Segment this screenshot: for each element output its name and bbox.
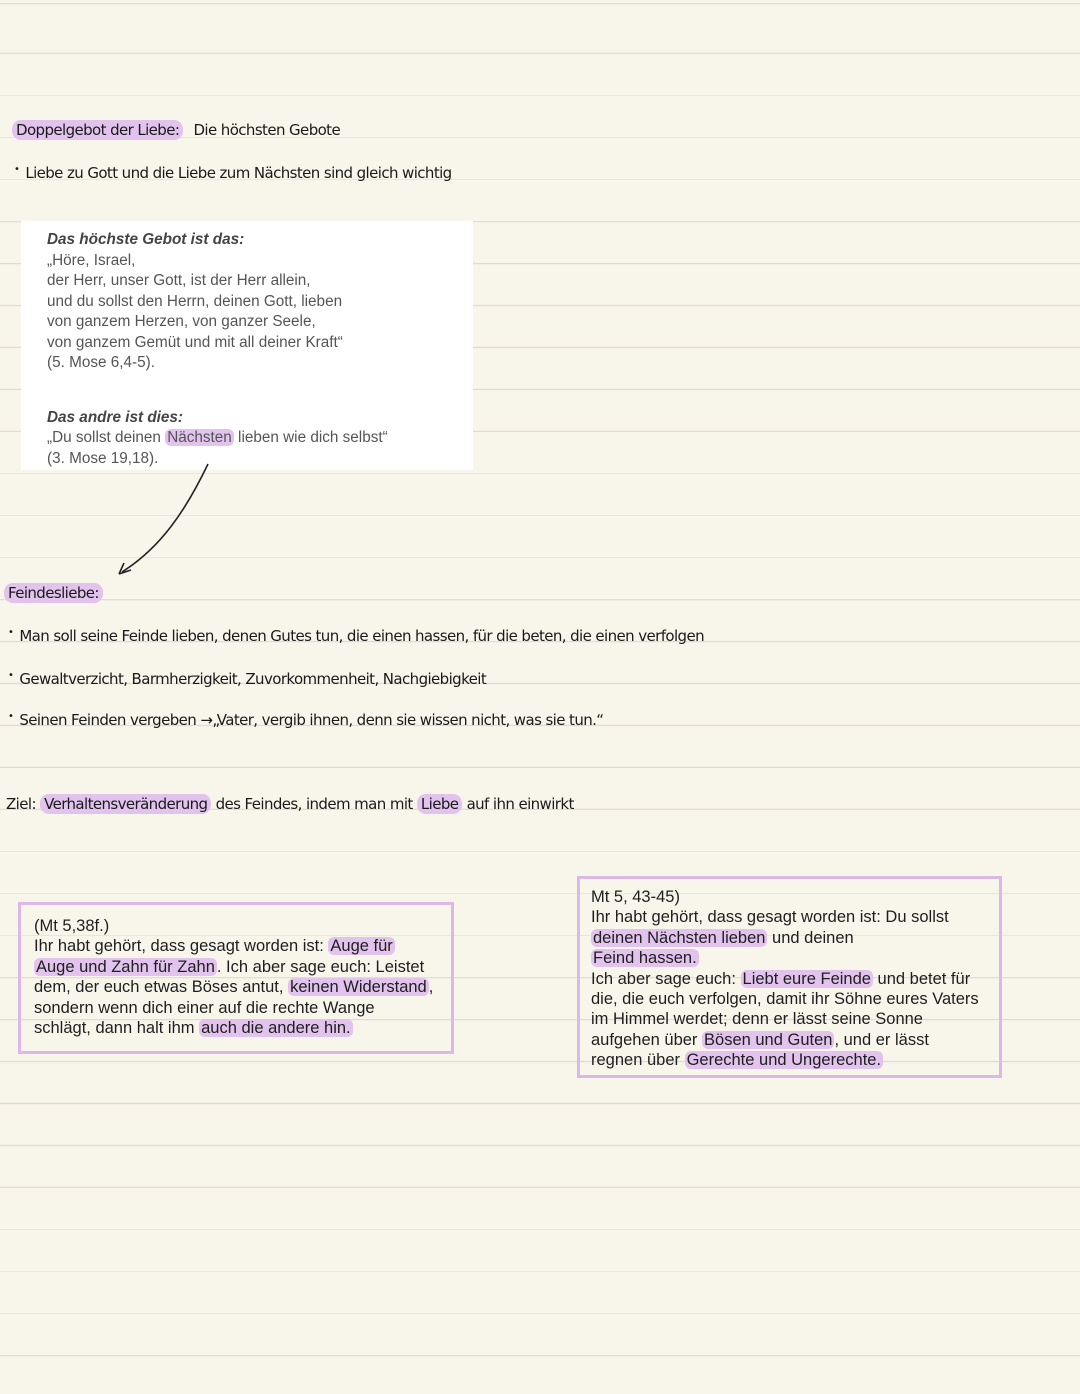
box-line	[591, 969, 999, 989]
box-line: im Himmel werdet; denn er lässt seine Sonne	[591, 1010, 923, 1029]
box-line	[34, 957, 451, 977]
box-text: schlägt, dann halt ihm	[34, 1019, 200, 1038]
box-reference: (Mt 5,38f.)	[34, 917, 110, 935]
highlight-text: auch die andere hin.	[201, 1019, 351, 1038]
highlight-text: Liebt eure Feinde	[742, 969, 871, 988]
highlight-text: Bösen und Guten	[704, 1030, 833, 1049]
bullet-dot: •	[8, 711, 14, 722]
box-text: dem, der euch etwas Böses antut,	[34, 978, 289, 997]
highlight-text: Auge und Zahn für Zahn	[36, 957, 215, 976]
feindesliebe-bullet	[8, 711, 603, 729]
box-line	[34, 1018, 451, 1038]
first-commandment-heading: Das höchste Gebot ist das:	[47, 231, 245, 248]
feindesliebe-bullet	[8, 670, 486, 688]
ziel-text: auf ihn einwirkt	[466, 795, 574, 813]
mt-5-43-box	[577, 876, 1002, 1078]
box-text: und deinen	[767, 928, 854, 947]
highlight-text: Feind hassen.	[593, 949, 697, 968]
quote-line: von ganzem Gemüt und mit all deiner Kraft“	[47, 333, 343, 351]
bullet-text: Gewaltverzicht, Barmherzigkeit, Zuvorkommenheit, Nachgiebigkeit	[19, 670, 487, 688]
quote-line: (5. Mose 6,4-5).	[47, 354, 155, 371]
box-line	[591, 1050, 999, 1070]
highlight-verhaltensveraenderung: Verhaltensveränderung	[40, 794, 211, 814]
bullet-text: Man soll seine Feinde lieben, denen Gutes tun, die einen hassen, für die beten, die einen verfolgen	[19, 627, 704, 645]
bullet-dot: •	[14, 164, 20, 175]
quote-text: lieben wie dich selbst“	[233, 429, 388, 446]
highlight-text: keinen Widerstand	[290, 978, 427, 997]
bullet-dot: •	[8, 627, 14, 638]
mt-5-38-box	[18, 902, 454, 1054]
highlight-liebe: Liebe	[417, 794, 463, 814]
second-commandment-ref: (3. Mose 19,18).	[47, 449, 159, 467]
intro-bullet-text: Liebe zu Gott und die Liebe zum Nächsten sind gleich wichtig	[25, 164, 452, 182]
quote-text: „Du sollst deinen	[47, 429, 166, 446]
box-line: sondern wenn dich einer auf die rechte Wange	[34, 998, 375, 1017]
box-text: . Ich aber sage euch: Leistet	[216, 957, 425, 976]
quote-line: von ganzem Herzen, von ganzer Seele,	[47, 313, 316, 330]
box-line	[591, 928, 999, 948]
box-text: Ich aber sage euch:	[591, 969, 741, 988]
box-text: aufgehen über	[591, 1030, 703, 1049]
box-line	[591, 1030, 999, 1050]
box-text: regnen über	[591, 1051, 685, 1070]
heading-subtitle: Die höchsten Gebote	[193, 121, 341, 139]
feindesliebe-bullet	[8, 627, 704, 645]
highlight-text: Gerechte und Ungerechte.	[686, 1051, 882, 1070]
feindesliebe-heading	[4, 584, 103, 602]
box-text: , und er lässt	[834, 1030, 929, 1049]
box-text: ,	[428, 978, 434, 997]
box-line: die, die euch verfolgen, damit ihr Söhne eures Vaters	[591, 990, 979, 1009]
box-line: Ihr habt gehört, dass gesagt worden ist: Du sollst	[591, 908, 949, 927]
quote-line: der Herr, unser Gott, ist der Herr allein,	[47, 272, 311, 289]
bullet-text: Seinen Feinden vergeben →„Vater, vergib ihnen, denn sie wissen nicht, was sie tun.“	[19, 711, 604, 729]
second-commandment-heading: Das andre ist dies:	[47, 408, 184, 426]
box-text: und betet für	[872, 969, 971, 988]
highlight-text: deinen Nächsten lieben	[593, 928, 766, 947]
box-line	[34, 936, 451, 956]
box-reference: Mt 5, 43-45)	[591, 888, 680, 906]
heading-title: Doppelgebot der Liebe:	[12, 120, 183, 140]
ziel-label: Ziel:	[6, 795, 36, 813]
box-line	[34, 977, 451, 997]
bullet-dot: •	[8, 670, 14, 681]
quote-line: und du sollst den Herrn, deinen Gott, lieben	[47, 292, 343, 310]
quote-line: „Höre, Israel,	[47, 251, 136, 269]
highlight-naechsten: Nächsten	[167, 429, 232, 446]
highlight-text: Auge für	[330, 937, 393, 956]
feindesliebe-title: Feindesliebe:	[4, 583, 103, 603]
box-line	[591, 948, 999, 968]
box-text: Ihr habt gehört, dass gesagt worden ist:	[34, 937, 329, 956]
ziel-text: des Feindes, indem man mit	[215, 795, 413, 813]
ziel-line	[6, 795, 574, 813]
